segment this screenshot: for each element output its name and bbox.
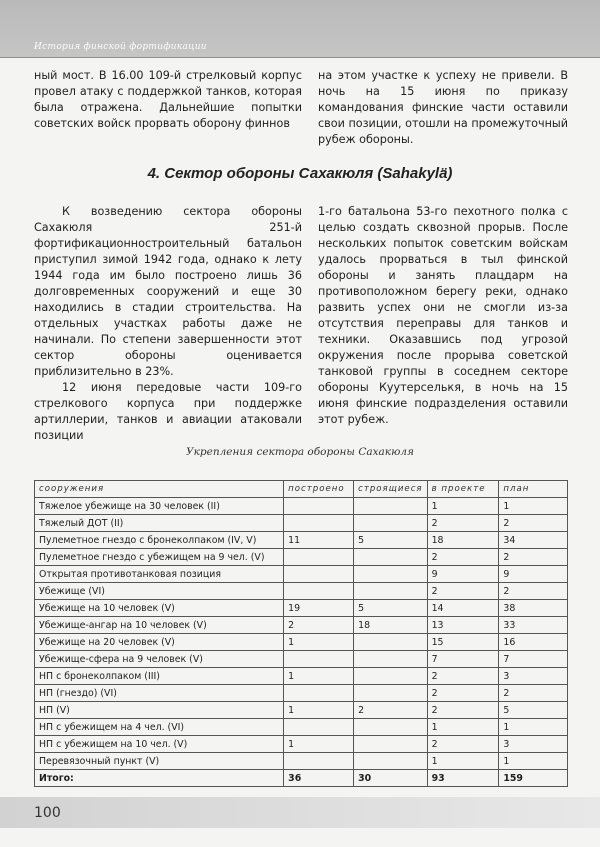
table-cell-value: 9 <box>499 566 568 583</box>
table-cell-value: 2 <box>499 515 568 532</box>
table-cell-value: 1 <box>284 702 354 719</box>
table-caption: Укрепления сектора обороны Сахакюля <box>186 446 414 458</box>
table-row <box>35 600 568 617</box>
header-plan: план <box>499 481 568 498</box>
header-planned-design: в проекте <box>427 481 499 498</box>
table-cell-value: 5 <box>499 702 568 719</box>
table-cell-value <box>284 719 354 736</box>
table-cell-value: 2 <box>427 702 499 719</box>
table-cell-value: 2 <box>427 668 499 685</box>
table-row <box>35 515 568 532</box>
table-cell-value <box>354 736 427 753</box>
table-cell-value <box>284 566 354 583</box>
table-cell-name: НП (V) <box>35 702 284 719</box>
table-cell-name: Пулеметное гнездо с убежищем на 9 чел. (V) <box>35 549 284 566</box>
table-cell-name: НП с убежищем на 4 чел. (VI) <box>35 719 284 736</box>
table-cell-name: Пулеметное гнездо с бронеколпаком (IV, V) <box>35 532 284 549</box>
table-cell-name: Убежище-сфера на 9 человек (V) <box>35 651 284 668</box>
table-row <box>35 668 568 685</box>
table-cell-value: 14 <box>427 600 499 617</box>
table-row <box>35 634 568 651</box>
table-cell-value: 1 <box>427 719 499 736</box>
table-cell-value: 7 <box>499 651 568 668</box>
table-cell-name: Убежище на 10 человек (V) <box>35 600 284 617</box>
page-number: 100 <box>34 805 61 821</box>
table-row <box>35 566 568 583</box>
top-right-paragraph: на этом участке к успеху не привели. В ночь на 15 июня по приказу командования финские части оставили свои позиции, отошли на промежуточный рубеж обороны. <box>318 69 568 146</box>
table-cell-value: 11 <box>284 532 354 549</box>
table-cell-value <box>354 583 427 600</box>
table-cell-value: 1 <box>499 498 568 515</box>
table-cell-name: Итого: <box>35 770 284 787</box>
footer-band <box>0 797 600 828</box>
table-cell-name: Перевязочный пункт (V) <box>35 753 284 770</box>
table-cell-name: НП с бронеколпаком (III) <box>35 668 284 685</box>
table-row <box>35 736 568 753</box>
header-structures: сооружения <box>35 481 284 498</box>
body-left-paragraph-2: 12 июня передовые части 109-го стрелкового корпуса при поддержке артиллерии, танков и авиации атаковали позиции <box>34 381 302 442</box>
table-cell-value: 9 <box>427 566 499 583</box>
table-cell-name: НП с убежищем на 10 чел. (V) <box>35 736 284 753</box>
table-cell-value: 36 <box>284 770 354 787</box>
table-cell-value: 1 <box>499 753 568 770</box>
table-row <box>35 583 568 600</box>
table-cell-value <box>354 549 427 566</box>
header-built: построено <box>284 481 354 498</box>
table-cell-name: Тяжелое убежище на 30 человек (II) <box>35 498 284 515</box>
table-cell-value: 2 <box>284 617 354 634</box>
table-cell-value: 1 <box>284 736 354 753</box>
table-cell-value: 1 <box>427 753 499 770</box>
table-row <box>35 719 568 736</box>
table-cell-value: 2 <box>499 583 568 600</box>
table-cell-name: Тяжелый ДОТ (II) <box>35 515 284 532</box>
table-row <box>35 617 568 634</box>
table-cell-value: 2 <box>427 583 499 600</box>
table-cell-value <box>354 498 427 515</box>
table-cell-value: 159 <box>499 770 568 787</box>
table-cell-name: Убежище-ангар на 10 человек (V) <box>35 617 284 634</box>
table-cell-value: 3 <box>499 736 568 753</box>
table-cell-value: 33 <box>499 617 568 634</box>
table-cell-value: 3 <box>499 668 568 685</box>
table-cell-value: 2 <box>427 549 499 566</box>
body-left-paragraph-1: К возведению сектора обороны Сахакюля 251-й фортификационностроительный батальон приступил зимой 1942 года, однако к лету 1944 года им было построено лишь 36 долговременных сооружений и еще 30 находились в стадии строительства. На отдельных участках работы даже не начинали. По степени завершенности этот сектор обороны оценивается приблизительно в 23%. <box>34 205 302 378</box>
table-cell-value <box>284 498 354 515</box>
table-cell-value <box>354 515 427 532</box>
table-cell-value: 15 <box>427 634 499 651</box>
table-cell-value: 13 <box>427 617 499 634</box>
table-cell-value <box>284 515 354 532</box>
table-cell-value: 5 <box>354 600 427 617</box>
table-row <box>35 532 568 549</box>
table-cell-value <box>284 753 354 770</box>
top-right-column <box>318 68 568 148</box>
table-cell-value: 1 <box>427 498 499 515</box>
table-cell-value: 18 <box>427 532 499 549</box>
table-cell-value: 2 <box>427 685 499 702</box>
table-cell-value: 34 <box>499 532 568 549</box>
table-cell-value <box>284 685 354 702</box>
table-cell-value: 1 <box>284 634 354 651</box>
table-cell-value: 2 <box>427 515 499 532</box>
table-cell-value <box>354 719 427 736</box>
table-cell-value <box>284 549 354 566</box>
table-cell-value <box>354 753 427 770</box>
table-row <box>35 549 568 566</box>
table-cell-value <box>354 566 427 583</box>
table-cell-value: 2 <box>354 702 427 719</box>
table-cell-value: 2 <box>427 736 499 753</box>
table-cell-value <box>354 651 427 668</box>
header-under-construction: строящиеся <box>354 481 427 498</box>
table-header-row <box>35 481 568 498</box>
table-cell-value: 19 <box>284 600 354 617</box>
table-cell-value <box>354 668 427 685</box>
top-left-paragraph: ный мост. В 16.00 109-й стрелковый корпус провел атаку с поддержкой танков, которая была отражена. Дальнейшие попытки советских войск прорвать оборону финнов <box>34 69 302 130</box>
table-cell-name: НП (гнездо) (VI) <box>35 685 284 702</box>
table-row <box>35 685 568 702</box>
table-cell-value: 1 <box>284 668 354 685</box>
table-cell-value: 30 <box>354 770 427 787</box>
table-cell-value: 16 <box>499 634 568 651</box>
table-cell-value <box>284 651 354 668</box>
body-left-column <box>34 204 302 444</box>
table-row <box>35 702 568 719</box>
header-divider <box>0 57 600 58</box>
table-cell-value: 18 <box>354 617 427 634</box>
table-cell-value: 2 <box>499 549 568 566</box>
table-row <box>35 651 568 668</box>
table-cell-value <box>354 634 427 651</box>
running-title: История финской фортификации <box>34 42 207 52</box>
table-row <box>35 753 568 770</box>
table-cell-value <box>284 583 354 600</box>
table-cell-value: 7 <box>427 651 499 668</box>
table-cell-name: Открытая противотанковая позиция <box>35 566 284 583</box>
table-total-row <box>35 770 568 787</box>
table-cell-name: Убежище на 20 человек (V) <box>35 634 284 651</box>
body-right-paragraph: 1-го батальона 53-го пехотного полка с целью создать сквозной прорыв. После нескольких попыток советским войскам удалось прорваться в тыл финской обороны и занять плацдарм на противоположном берегу реки, однако развить успех они не смогли из-за отсутствия переправы для танков и техники. Оказавшись под угрозой окружения после прорыва советской танковой группы в соседнем секторе обороны Куутерселькя, в ночь на 15 июня финские подразделения оставили этот рубеж. <box>318 205 568 426</box>
table-cell-value <box>354 685 427 702</box>
table-cell-value: 93 <box>427 770 499 787</box>
table-cell-value: 2 <box>499 685 568 702</box>
table-cell-value: 38 <box>499 600 568 617</box>
section-title: 4. Сектор обороны Сахакюля (Sahakylä) <box>147 165 453 182</box>
body-right-column <box>318 204 568 428</box>
table-row <box>35 498 568 515</box>
table-cell-value: 1 <box>499 719 568 736</box>
top-left-column <box>34 68 302 132</box>
fortifications-table <box>34 480 568 787</box>
table-cell-name: Убежище (VI) <box>35 583 284 600</box>
table-cell-value: 5 <box>354 532 427 549</box>
